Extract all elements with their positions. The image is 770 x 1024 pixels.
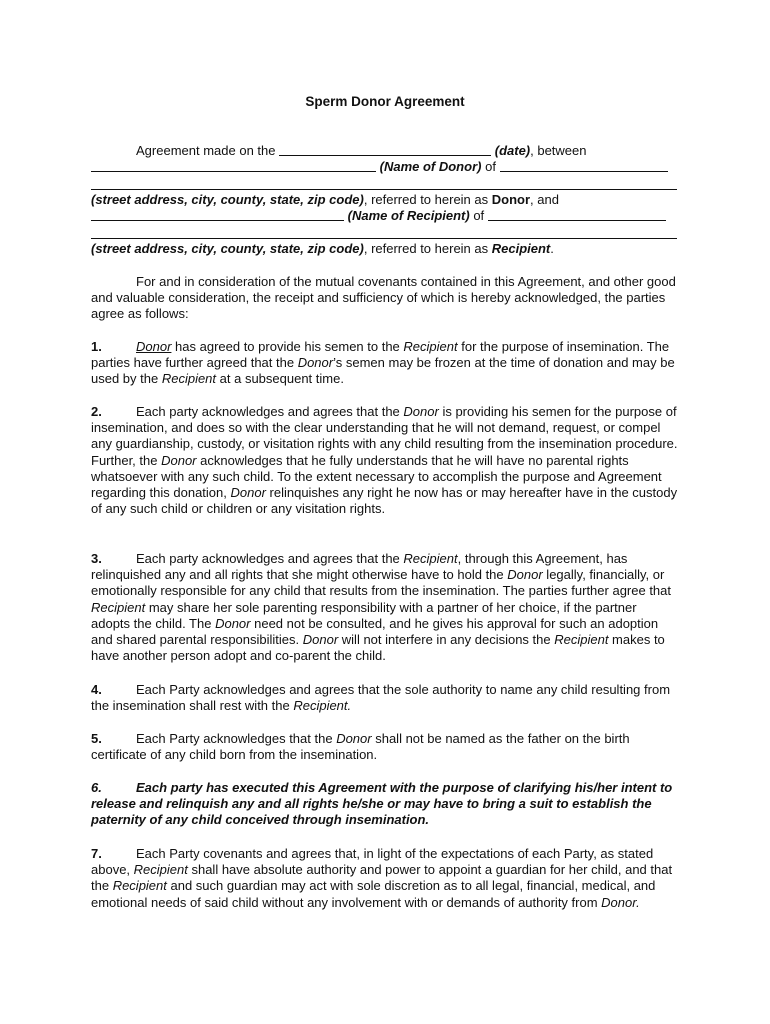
period-text: .	[550, 241, 554, 256]
of-text: of	[485, 159, 496, 174]
between-text: , between	[530, 143, 587, 158]
and-text: , and	[530, 192, 559, 207]
recipient-of-field[interactable]	[488, 208, 666, 221]
intro-line-donor-address	[91, 192, 677, 208]
donor-of-field[interactable]	[500, 159, 668, 172]
recipient-name-field[interactable]	[91, 208, 344, 221]
clause-4: 4. Each Party acknowledges and agrees that the sole authority to name any child resulting from the insemination shall rest with the Recipient.	[91, 682, 671, 714]
clause-4-number: 4.	[91, 682, 102, 697]
clause-1: 1. Donor has agreed to provide his semen to the Recipient for the purpose of insemination. The parties have further agreed that the Donor’s semen may be frozen at the time of donation and may be used by the Recipient at a subsequent time.	[91, 339, 675, 387]
clause-3: 3. Each party acknowledges and agrees that the Recipient, through this Agreement, has relinquished any and all rights that she might otherwise have to hold the Donor legally, financially, or emotionally responsible for any child that results from the insemination. The parties further agree that Recipient may share her sole parenting responsibility with a partner of her choice, if the partner adopts the child. The Donor need not be consulted, and he gives his approval for such an adoption and shared parental responsibilities. Donor will not interfere in any decisions the Recipient makes to have another person adopt and co-parent the child.	[91, 551, 672, 664]
referred-recipient-text: , referred to herein as	[363, 241, 492, 256]
of-text-2: of	[473, 208, 485, 223]
date-label: (date)	[494, 143, 531, 158]
clause-5-number: 5.	[91, 731, 102, 746]
clause-2: 2. Each party acknowledges and agrees that the Donor is providing his semen for the purpose of insemination, and does so with the clear understanding that he will not demand, request, or compel any guardianship, custody, or visitation rights with any child resulting from the insemination procedure. Further, the Donor acknowledges that he fully understands that he will have no parental rights whatsoever with any such child. To the extent necessary to accomplish the purpose and Agreement regarding this donation, Donor relinquishes any right he now has or may hereafter have in the custody of any such child or children or any visitation rights.	[91, 404, 678, 517]
donor-name-label: (Name of Donor)	[379, 159, 482, 174]
clause-2-number: 2.	[91, 404, 102, 419]
intro-line-recipient-address	[91, 241, 677, 257]
date-field[interactable]	[279, 143, 491, 156]
recipient-term: Recipient	[491, 241, 551, 256]
referred-donor-text: , referred to herein as	[363, 192, 492, 207]
donor-name-field[interactable]	[91, 159, 376, 172]
document-title: Sperm Donor Agreement	[305, 94, 465, 109]
clause-7-number: 7.	[91, 846, 102, 861]
donor-address-label: (street address, city, county, state, zip code)	[91, 192, 364, 207]
clause-3-number: 3.	[91, 551, 102, 566]
recipient-address-label: (street address, city, county, state, zip code)	[91, 241, 364, 256]
consideration-paragraph: For and in consideration of the mutual covenants contained in this Agreement, and other good and valuable consideration, the receipt and sufficiency of which is hereby acknowledged, the parties agree as follows:	[91, 274, 676, 322]
donor-address-field[interactable]	[91, 189, 677, 190]
clause-7: 7. Each Party covenants and agrees that, in light of the expectations of each Party, as stated above, Recipient shall have absolute authority and power to appoint a guardian for her child, and that the Recipient and such guardian may act with sole discretion as to all legal, financial, medical, and emotional needs of said child without any involvement with or demands of authority from Donor.	[91, 846, 673, 910]
clause-6-number: 6.	[91, 780, 102, 795]
intro-line-donor-name	[91, 159, 677, 175]
clause-1-number: 1.	[91, 339, 102, 354]
intro-line-recipient-name	[91, 208, 677, 224]
clause-6: 6. Each party has executed this Agreement with the purpose of clarifying his/her intent to release and relinquish any and all rights he/she or may have to bring a suit to establish the paternity of any child conceived through insemination.	[91, 780, 673, 828]
donor-term: Donor	[491, 192, 531, 207]
clause-5: 5. Each Party acknowledges that the Donor shall not be named as the father on the birth certificate of any child born from the insemination.	[91, 731, 630, 763]
recipient-name-label: (Name of Recipient)	[347, 208, 470, 223]
made-on-text: Agreement made on the	[136, 143, 276, 158]
recipient-address-field[interactable]	[91, 238, 677, 239]
intro-line-date	[91, 143, 677, 159]
